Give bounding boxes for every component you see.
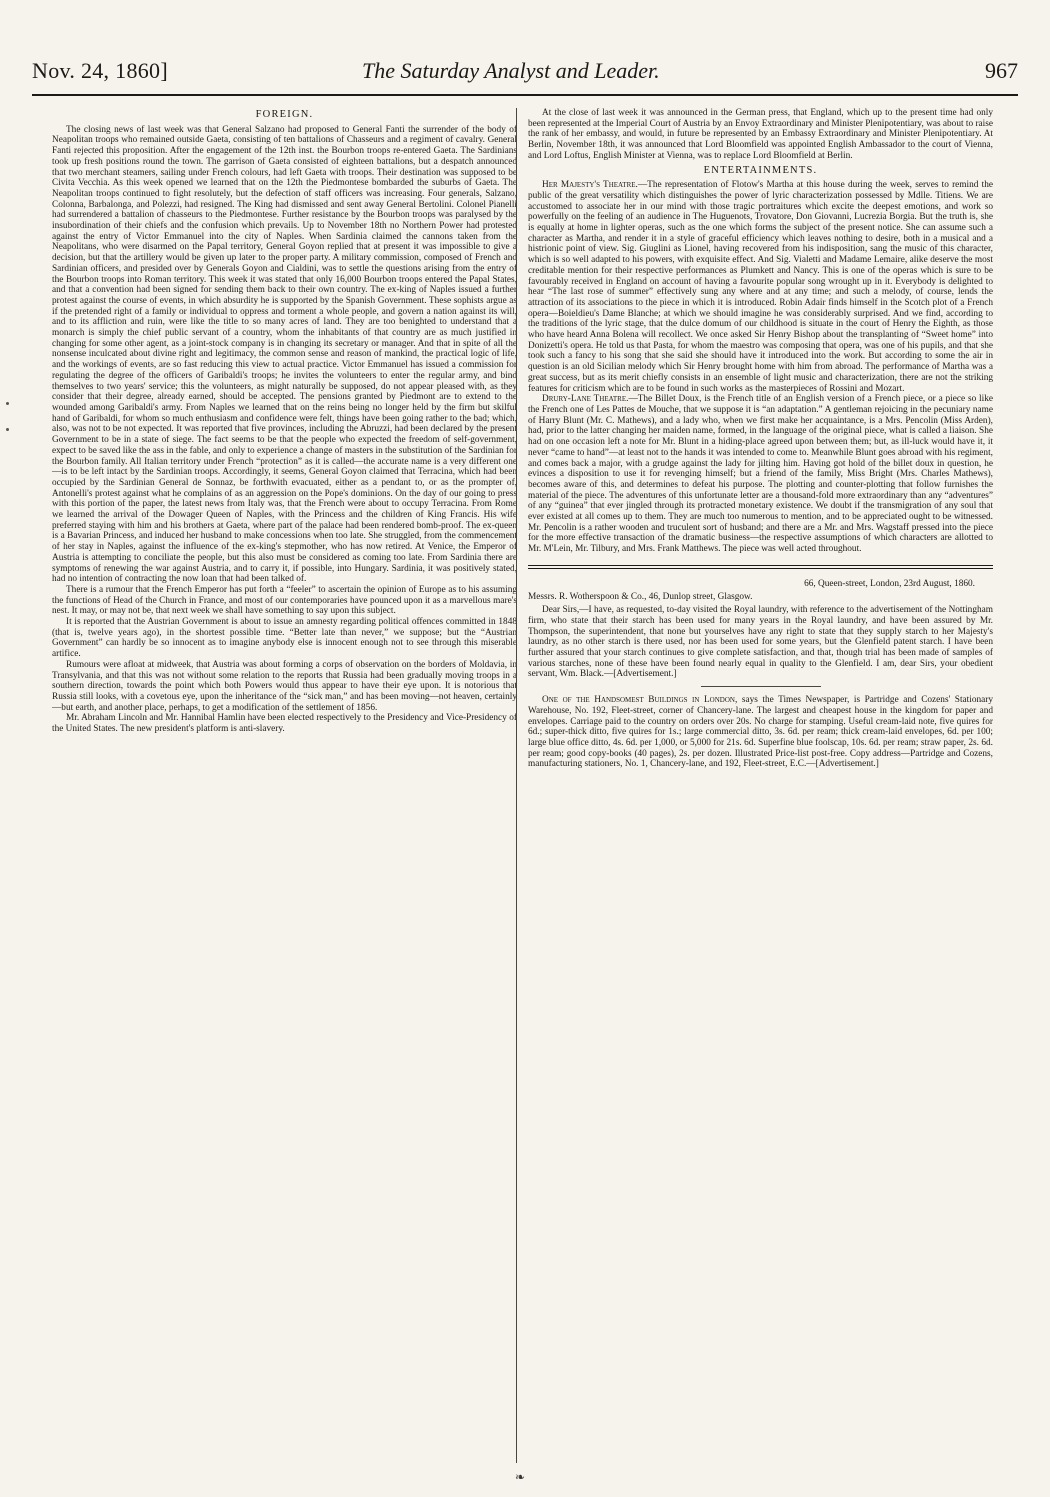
her-majestys-theatre-paragraph [528, 180, 993, 394]
embassy-paragraph: At the close of last week it was announced in the German press, that England, which up to the present time had only been represented at the Imperial Court of Austria by an Envoy Extraordinary and Minister Plenipotentiary, was about to raise the rank of her embassy, and would, in future be represented by an Embassy Extraordinary and Minister Plenipotentiary. At Berlin, November 18th, it was announced that Lord Bloomfield was appointed English Ambassador to the court of Vienna, and Lord Loftus, English Minister at Vienna, was to replace Lord Bloomfield at Berlin. [528, 108, 993, 161]
page-number: 967 [985, 58, 1018, 83]
foreign-paragraph: Mr. Abraham Lincoln and Mr. Hannibal Hamlin have been elected respectively to the Presidency and Vice-Presidency of the United States. The new president's platform is anti-slavery. [52, 713, 517, 735]
right-column [528, 108, 993, 770]
issue-date: Nov. 24, 1860] [32, 58, 168, 83]
section-heading-foreign: FOREIGN. [255, 109, 314, 120]
header-rule [32, 94, 1018, 96]
letter-addressee: Messrs. R. Wotherspoon & Co., 46, Dunlop street, Glasgow. [528, 591, 753, 602]
letter-dateline: 66, Queen-street, London, 23rd August, 1860. [804, 578, 975, 589]
her-majestys-theatre-lead: Her Majesty's Theatre. [542, 180, 638, 191]
her-majestys-theatre-body: —The representation of Flotow's Martha at this house during the week, serves to remind the public of the great versatility which distinguishes the power of lyric characterization possessed by Mdlle. Titiens. We are accustomed to associate her in our mind with those tragic portraitures which excite the deepest emotions, and work so powerfully on the feeling of an audience in The Huguenots, Trovatore, Don Giovanni, Lucrezia Borgia. But the truth is, she is equally at home in lighter operas, such as the one which forms the subject of the present notice. She can assume such a character as Martha, and render it in a style of graceful efficiency which leaves nothing to desire, both in a musical and a histrionic point of view. Sig. Giuglini as Lionel, having recovered from his indisposition, sang the music of this character, which is so well adapted to his powers, with exquisite effect. And Sig. Vialetti and Madame Lemaire, alike deserve the most creditable mention for their respective performances as Plumkett and Nancy. This is one of the operas which is sure to be favourably received in England on account of having a favourite popular song wrought up in it. Everybody is delighted to hear “The last rose of summer” effectively sung any where and at any time; and such a melody, of course, lends the attraction of its associations to the piece in which it is introduced. Robin Adair finds himself in the Scotch plot of a French opera—Boieldieu's Dame Blanche; at which we should imagine he was considerably surprised. And we find, according to the traditions of the lyric stage, that the dulce domum of our childhood is situate in the court of Henry the Eighth, as those who have heard Anna Bolena will recollect. We once asked Sir Henry Bishop about the transplanting of “Sweet home” into Donizetti's opera. He told us that Pasta, for whom the maestro was composing that opera, was one of his pupils, and that she took such a fancy to his song that she said she should have it introduced into the work. But according to some the air in question is an old Sicilian melody which Sir Henry brought home with him from abroad. The performance of Martha was a great success, but as its merit chiefly consists in an ensemble of light music and characterization, there are not the striking features for criticism which are to be found in such works as the masterpieces of Rossini and Mozart. [528, 180, 993, 394]
section-heading-entertainments: ENTERTAINMENTS. [703, 164, 818, 176]
advert-lead: One of the Handsomest Buildings in London, [542, 695, 738, 706]
page-header [32, 58, 1018, 92]
drury-lane-paragraph [528, 394, 993, 555]
drury-lane-lead: Drury-Lane Theatre. [542, 394, 629, 405]
advert-paragraph [528, 695, 993, 770]
letter-body: Dear Sirs,—I have, as requested, to-day visited the Royal laundry, with reference to the advertisement of the Nottingham firm, who state that their starch has been used for many years in the Royal laundry, and have been assured by Mr. Thompson, the superintendent, that none but yourselves have any right to state that they supply starch to her Majesty's laundry, as no other starch is there used, nor has been used for some years, but the Glenfield patent starch. I have been further assured that your starch continues to give complete satisfaction, and that, though trial has been made of samples of various starches, none of these have been found nearly equal in quality to the Glenfield. I am, dear Sirs, your obedient servant, Wm. Black.—[Advertisement.] [528, 605, 993, 680]
drury-lane-body: —The Billet Doux, is the French title of an English version of a French piece, or a piece so like the French one of Les Pattes de Mouche, that we suppose it is “an adaptation.” A gentleman rejoicing in the pecuniary name of Harry Blunt (Mr. C. Mathews), and a lady who, when we first make her acquaintance, is a Mrs. Pencolin (Miss Arden), had, prior to the latter changing her maiden name, formed, in the language of the original piece, what is called a liaison. She had on one occasion left a note for Mr. Blunt in a hiding-place agreed upon between them; but, as ill-luck would have it, it never “came to hand”—at least not to the hands it was intended to come to. Meanwhile Blunt goes abroad with his regiment, and comes back a major, with a grudge against the lady for jilting him. Having got hold of the billet doux in question, he evinces a disposition to use it for revenging himself; but a friend of the family, Miss Bright (Mrs. Charles Mathews), becomes aware of this, and determines to defeat his purpose. The plotting and counter-plotting that follow furnishes the material of the piece. The adventures of this unfortunate letter are a thousand-fold more extraordinary than any “adventures” of any “guinea” that ever jingled through its protracted monetary existence. We doubt if the transmigration of any soul that ever existed at all comes up to them. They are much too numerous to mention, and to be appreciated ought to be witnessed. Mr. Pencolin is a rather wooden and truculent sort of husband; and there are a Mr. and Mrs. Wagstaff pressed into the piece for the more effective transaction of the dramatic business—the respective assumptions of which characters are allotted to Mr. M'Lein, Mr. Tilbury, and Mrs. Frank Matthews. The piece was well acted throughout. [528, 394, 993, 555]
publication-title: The Saturday Analyst and Leader. [362, 58, 660, 83]
advert-divider [701, 686, 821, 687]
ornament-icon: ❧ [515, 1470, 526, 1484]
margin-mark [6, 428, 9, 431]
column-divider [516, 108, 517, 1463]
foreign-paragraph: The closing news of last week was that General Salzano had proposed to General Fanti the surrender of the body of Neapolitan troops who remained outside Gaeta, consisting of ten battalions of Chasseurs and a regiment of cavalry. General Fanti rejected this proposition. After the engagement of the 12th inst. the Bourbon troops re-entered Gaeta. The Sardinians took up fresh positions round the town. The garrison of Gaeta consisted of eighteen battalions, but a despatch announced that two merchant steamers, sailing under French colours, had left Gaeta with troops. Their destination was supposed to be Civita Vecchia. As this week opened we learned that on the 12th the Piedmontese bombarded the suburbs of Gaeta. The Neapolitan troops continued to fight resolutely, but the defection of staff officers was increasing. Four generals, Salzano, Colonna, Barbalonga, and Polezzi, had resigned. The King had dismissed and sent away General Bertolini. Colonel Pianelli had surrendered a battalion of chasseurs to the Piedmontese. Further resistance by the Bourbon troops was paralysed by the insubordination of their chiefs and the confusion which prevails. Up to November 18th no Northern Power had protested against the entry of Victor Emmanuel into the city of Naples. When Sardinia claimed the cannons taken from the Neapolitans, who were disarmed on the Papal territory, General Goyon replied that at present it was impossible to give a decision, but that the artillery would be given up later to the proper party. A military commission, composed of French and Sardinian officers, and presided over by Generals Goyon and Cialdini, was to settle the questions arising from the entry of the Bourbon troops into Roman territory. This week it was stated that only 16,000 Bourbon troops entered the Papal States, and that a convention had been signed for sending them back to their own country. The ex-king of Naples issued a further protest against the course of events, in which absurdity he is supported by the Spanish Government. These sophists argue as if the pretended right of a family or individual to oppress and torment a whole people, and govern a nation against its will, and to its affliction and ruin, were like the title to so many acres of land. They are too benighted to understand that a monarch is simply the chief public servant of a country, whom the inhabitants of that country are as much justified in changing for some other agent, as a joint-stock company is in changing its secretary or manager. And that in spite of all the nonsense inculcated about divine right and legitimacy, the common sense and reason of mankind, the practical logic of life, and the workings of events, are so fast reducing this view to actual practice. Victor Emmanuel has issued a commission for regulating the degree of the officers of Garibaldi's troops; he invites the volunteers to enter the regular army, and bind themselves to two years' service; this the volunteers, as might naturally be supposed, do not appear pleased with, as they consider that their degree, already earned, should be accepted. The pensions granted by Piedmont are to extend to the wounded among Garibaldi's army. From Naples we learned that on the reins being no longer held by the firm but skilful hand of Garibaldi, for whom so much enthusiasm and confidence were felt, things have been going rather to the bad; which, also, was not to be not expected. It was reported that five provinces, including the Abruzzi, had been declared by the present Government to be in a state of siege. The fact seems to be that the people who expected the freedom of self-government, expect to be saved like the ass in the fable, and only to experience a change of masters in the substitution of the Sardinian for the Bourbon family. All Italian territory under French “protection” as it is called—the accurate name is a very different one—is to be left intact by the Sardinian troops. Accordingly, it seems, General Goyon claimed that Terracina, which had been occupied by the Sardinian General de Sonnaz, be forthwith evacuated, either as a pendant to, or as the prompter of, Antonelli's protest against what he complains of as an aggression on the Pope's dominions. On the day of our going to press with this portion of the paper, the latest news from Italy was, that the French were about to occupy Terracina. From Rome we learned the arrival of the Dowager Queen of Naples, with the Princess and the children of King Francis. His wife preferred staying with him and his brothers at Gaeta, where part of the palace had been rendered bomb-proof. The ex-queen is a Bavarian Princess, and induced her husband to make concessions when too late. She struggled, from the commencement of her stay in Naples, against the influence of the ex-king's stepmother, who has now retired. At Venice, the Emperor of Austria is attempting to conciliate the people, but this also must be considered as coming too late. From Sardinia there are symptoms of renewing the war against Austria, and to carry it, if possible, into Hungary. Sardinia, it was positively stated, had no intention of contracting the now loan that had been talked of. [52, 124, 517, 585]
foreign-paragraph: Rumours were afloat at midweek, that Austria was about forming a corps of observation on the borders of Moldavia, in Transylvania, and that this was not without some relation to the reports that Russia had been gradually moving troops in a southern direction, towards the point which both Powers would thus appear to have their eye upon. It is notorious that Russia still looks, with a covetous eye, upon the inheritance of the “sick man,” and has been moving—not heaven, certainly—but earth, and another place, perhaps, to get a modification of the settlement of 1856. [52, 659, 517, 713]
left-column [52, 108, 517, 735]
section-rule [528, 565, 993, 569]
advert-body: says the Times Newspaper, is Partridge and Cozens' Stationary Warehouse, No. 192, Fleet-street, corner of Chancery-lane. The largest and cheapest house in the kingdom for paper and envelopes. Carriage paid to the country on orders over 20s. No charge for stamping. Useful cream-laid note, five quires for 6d.; super-thick ditto, five quires for 1s.; large commercial ditto, 3s. 6d. per ream; thick cream-laid envelopes, 6d. per 100; large blue office ditto, 4s. 6d. per 1,000, or 5,000 for 21s. 6d. Superfine blue foolscap, 10s. 6d. per ream; straw paper, 2s. 6d. per ream; good copy-books (40 pages), 2s. per dozen. Illustrated Price-list post-free. Copy address—Partridge and Cozens, manufacturing stationers, No. 1, Chancery-lane, and 192, Fleet-street, E.C.—[Advertisement.] [528, 695, 993, 770]
foreign-paragraph: It is reported that the Austrian Government is about to issue an amnesty regarding political offences committed in 1848 (that is, twelve years ago), in the shortest possible time. “Better late than never,” we suppose; but the “Austrian Government” can hardly be so innocent as to imagine anybody else is innocent enough not to see through this miserable artifice. [52, 617, 517, 660]
margin-mark [6, 402, 9, 405]
foreign-paragraph: There is a rumour that the French Emperor has put forth a “feeler” to ascertain the opinion of Europe as to his assuming the functions of Head of the Church in France, and most of our contemporaries have pounced upon it as a marvellous mare's nest. It may, or may not be, that next week we shall have something to say upon this subject. [52, 584, 517, 617]
